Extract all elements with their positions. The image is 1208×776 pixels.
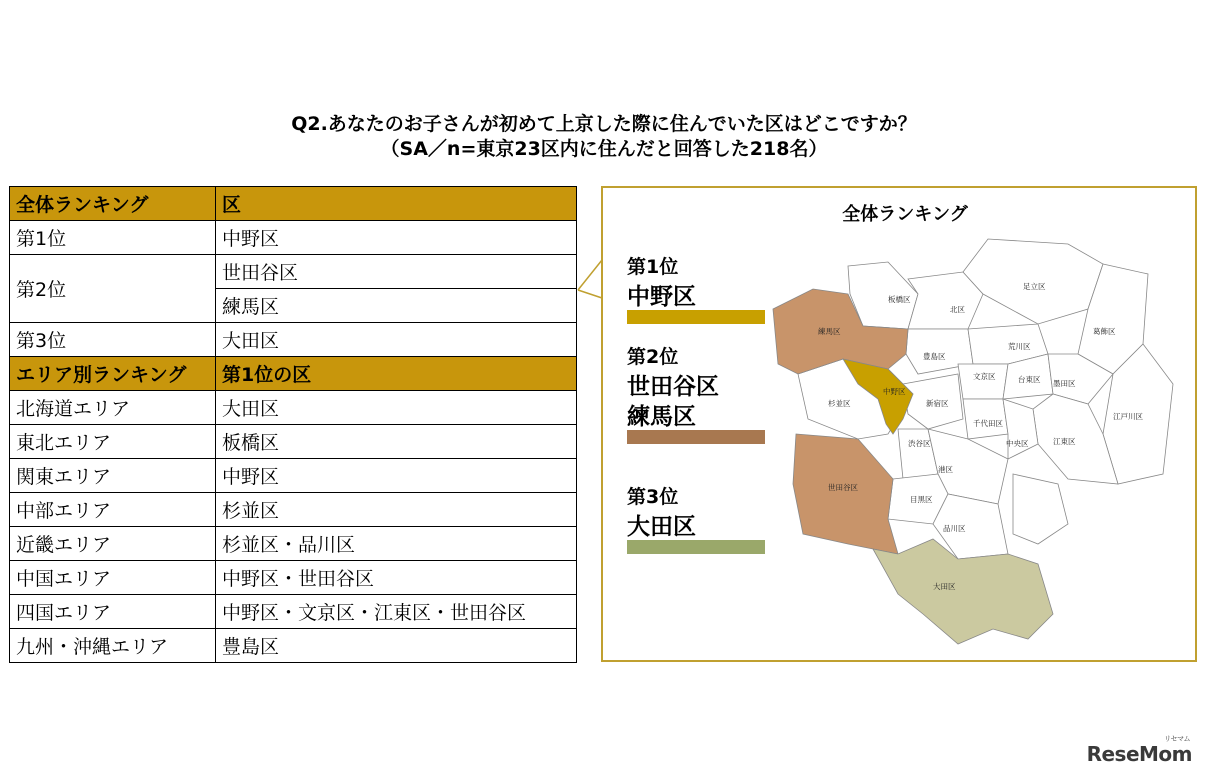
label-koto: 江東区 — [1053, 437, 1076, 446]
area-cell: 四国エリア — [10, 595, 216, 629]
ward-cell: 中野区 — [216, 459, 577, 493]
rank-cell: 第3位 — [10, 323, 216, 357]
ward-cell: 世田谷区 — [216, 255, 577, 289]
table-row — [10, 561, 577, 595]
label-adachi: 足立区 — [1023, 282, 1046, 291]
question-subtitle: （SA／n=東京23区内に住んだと回答した218名） — [380, 138, 828, 160]
legend-swatch — [627, 540, 765, 554]
logo-text: ReseMom — [1086, 742, 1192, 766]
table-row — [10, 595, 577, 629]
legend-rank-label: 第3位 — [627, 486, 679, 508]
table-row — [10, 629, 577, 663]
table-row — [10, 425, 577, 459]
ward-bunkyo — [958, 364, 1008, 399]
label-chuo: 中央区 — [1006, 439, 1029, 448]
area-cell: 中国エリア — [10, 561, 216, 595]
label-kita: 北区 — [950, 305, 965, 314]
table-row — [10, 527, 577, 561]
label-shibuya: 渋谷区 — [908, 439, 931, 448]
overall-header-row — [10, 187, 577, 221]
callout-title: 全体ランキング — [842, 204, 968, 225]
legend-rank2 — [627, 342, 765, 444]
label-chiyoda: 千代田区 — [973, 419, 1003, 428]
label-meguro: 目黒区 — [910, 495, 933, 504]
table-row — [10, 221, 577, 255]
table-row — [10, 391, 577, 425]
overall-header-rank: 全体ランキング — [10, 187, 216, 221]
ward-cell: 板橋区 — [216, 425, 577, 459]
ward-setagaya — [793, 434, 898, 554]
legend-ward: 中野区 — [627, 284, 696, 310]
question-title: Q2.あなたのお子さんが初めて上京した際に住んでいた区はどこですか？ — [291, 113, 917, 135]
ward-chuo — [1003, 399, 1038, 459]
area-header-ward: 第1位の区 — [216, 357, 577, 391]
ward-cell: 大田区 — [216, 323, 577, 357]
label-shinjuku: 新宿区 — [926, 399, 949, 408]
area-header-row — [10, 357, 577, 391]
label-shinagawa: 品川区 — [943, 524, 966, 533]
label-itabashi: 板橋区 — [888, 295, 911, 304]
area-cell: 北海道エリア — [10, 391, 216, 425]
area-cell: 中部エリア — [10, 493, 216, 527]
ranking-table — [9, 186, 577, 663]
legend-ward: 世田谷区 — [627, 374, 719, 400]
resemom-logo — [1086, 735, 1192, 766]
rank-cell: 第1位 — [10, 221, 216, 255]
label-ota: 大田区 — [933, 582, 956, 591]
area-cell: 関東エリア — [10, 459, 216, 493]
label-katsushika: 葛飾区 — [1093, 327, 1116, 336]
bay-islands — [1013, 474, 1068, 544]
label-bunkyo: 文京区 — [973, 372, 996, 381]
legend-swatch — [627, 430, 765, 444]
table-row — [10, 255, 577, 289]
label-nerima: 練馬区 — [818, 327, 841, 336]
legend-ward: 大田区 — [627, 514, 696, 540]
label-minato: 港区 — [938, 465, 953, 474]
ward-cell: 中野区 — [216, 221, 577, 255]
legend-ward: 練馬区 — [627, 404, 696, 430]
label-edogawa: 江戸川区 — [1113, 412, 1143, 421]
legend-rank-label: 第1位 — [627, 256, 679, 278]
table-row — [10, 323, 577, 357]
label-suginami: 杉並区 — [828, 399, 851, 408]
legend-swatch — [627, 310, 765, 324]
label-arakawa: 荒川区 — [1008, 342, 1031, 351]
rank-cell: 第2位 — [10, 255, 216, 323]
ward-cell: 杉並区・品川区 — [216, 527, 577, 561]
ward-cell: 中野区・文京区・江東区・世田谷区 — [216, 595, 577, 629]
ward-cell: 豊島区 — [216, 629, 577, 663]
label-sumida: 墨田区 — [1053, 379, 1076, 388]
area-header-area: エリア別ランキング — [10, 357, 216, 391]
label-taito: 台東区 — [1018, 375, 1041, 384]
table-row — [10, 459, 577, 493]
logo-sub: リセマム — [1164, 735, 1190, 743]
area-cell: 九州・沖縄エリア — [10, 629, 216, 663]
area-cell: 東北エリア — [10, 425, 216, 459]
ward-cell: 中野区・世田谷区 — [216, 561, 577, 595]
legend-rank-label: 第2位 — [627, 346, 679, 368]
legend-rank3 — [627, 482, 765, 554]
table-row — [10, 493, 577, 527]
label-setagaya: 世田谷区 — [828, 483, 858, 492]
tokyo-ward-map — [768, 234, 1188, 658]
ward-cell: 杉並区 — [216, 493, 577, 527]
ward-cell: 大田区 — [216, 391, 577, 425]
overall-header-ward: 区 — [216, 187, 577, 221]
legend-rank1 — [627, 252, 765, 324]
ward-cell: 練馬区 — [216, 289, 577, 323]
label-toshima: 豊島区 — [923, 352, 946, 361]
label-nakano: 中野区 — [883, 387, 906, 396]
area-cell: 近畿エリア — [10, 527, 216, 561]
question-heading — [0, 112, 1208, 162]
